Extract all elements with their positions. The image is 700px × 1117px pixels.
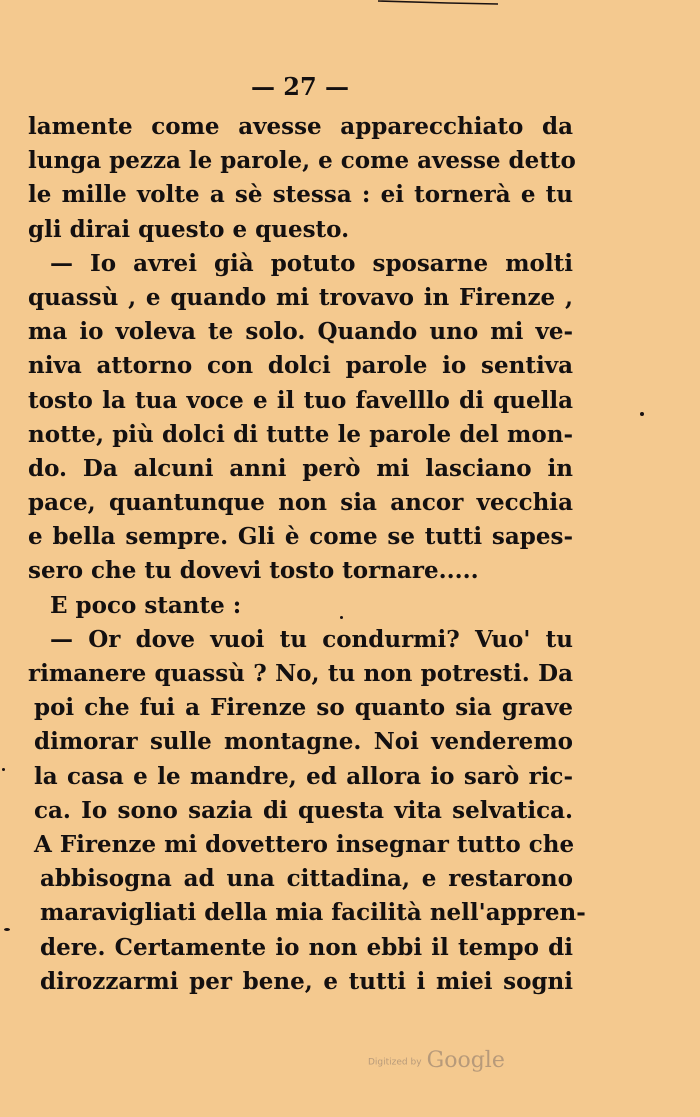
text-line: quassù , e quando mi trovavo in Firenze , xyxy=(28,283,573,311)
text-line: — Or dove vuoi tu condurmi? Vuo' tu xyxy=(50,625,573,653)
text-line: tosto la tua voce e il tuo favelllo di quella xyxy=(28,386,573,414)
ink-speck xyxy=(4,928,10,931)
text-line: ca. Io sono sazia di questa vita selvatica. xyxy=(34,796,573,824)
text-line: dere. Certamente io non ebbi il tempo di xyxy=(40,933,573,961)
ink-speck xyxy=(2,768,5,771)
text-line: gli dirai questo e questo. xyxy=(28,215,350,243)
text-line: dimorar sulle montagne. Noi venderemo xyxy=(34,728,573,756)
google-logo: Google xyxy=(426,1048,505,1073)
text-line: e bella sempre. Gli è come se tutti sapes- xyxy=(28,523,573,551)
text-line: poi che fui a Firenze so quanto sia grave xyxy=(34,694,573,722)
text-line: lunga pezza le parole, e come avesse detto xyxy=(28,147,576,175)
text-line: abbisogna ad una cittadina, e restarono xyxy=(40,865,573,893)
ink-speck xyxy=(640,412,644,416)
text-line: do. Da alcuni anni però mi lasciano in xyxy=(28,454,573,482)
digitized-watermark xyxy=(368,1048,505,1073)
body-text xyxy=(28,110,586,999)
text-line: rimanere quassù ? No, tu non potresti. Da xyxy=(28,660,573,687)
text-line: le mille volte a sè stessa : ei tornerà e tu xyxy=(28,181,573,209)
text-line: E poco stante : xyxy=(50,591,242,619)
text-line: ma io voleva te solo. Quando uno mi ve- xyxy=(28,318,573,346)
text-line: lamente come avesse apparecchiato da xyxy=(28,113,573,140)
ink-speck xyxy=(340,616,343,619)
text-line: dirozzarmi per bene, e tutti i miei sogni xyxy=(40,967,573,995)
text-line: sero che tu dovevi tosto tornare..... xyxy=(28,557,479,585)
text-line: pace, quantunque non sia ancor vecchia xyxy=(28,489,573,517)
text-line: A Firenze mi dovettero insegnar tutto che xyxy=(34,830,575,858)
text-line: niva attorno con dolci parole io sentiva xyxy=(28,352,573,380)
text-line: notte, più dolci di tutte le parole del mon- xyxy=(28,420,573,448)
top-rule xyxy=(378,0,498,8)
page-number: — 27 — xyxy=(250,72,350,101)
text-line: — Io avrei già potuto sposarne molti xyxy=(50,249,573,277)
text-line: la casa e le mandre, ed allora io sarò ric- xyxy=(34,762,573,790)
text-line: maravigliati della mia facilità nell'appren- xyxy=(40,899,586,927)
watermark-prefix: Digitized by xyxy=(368,1057,422,1068)
